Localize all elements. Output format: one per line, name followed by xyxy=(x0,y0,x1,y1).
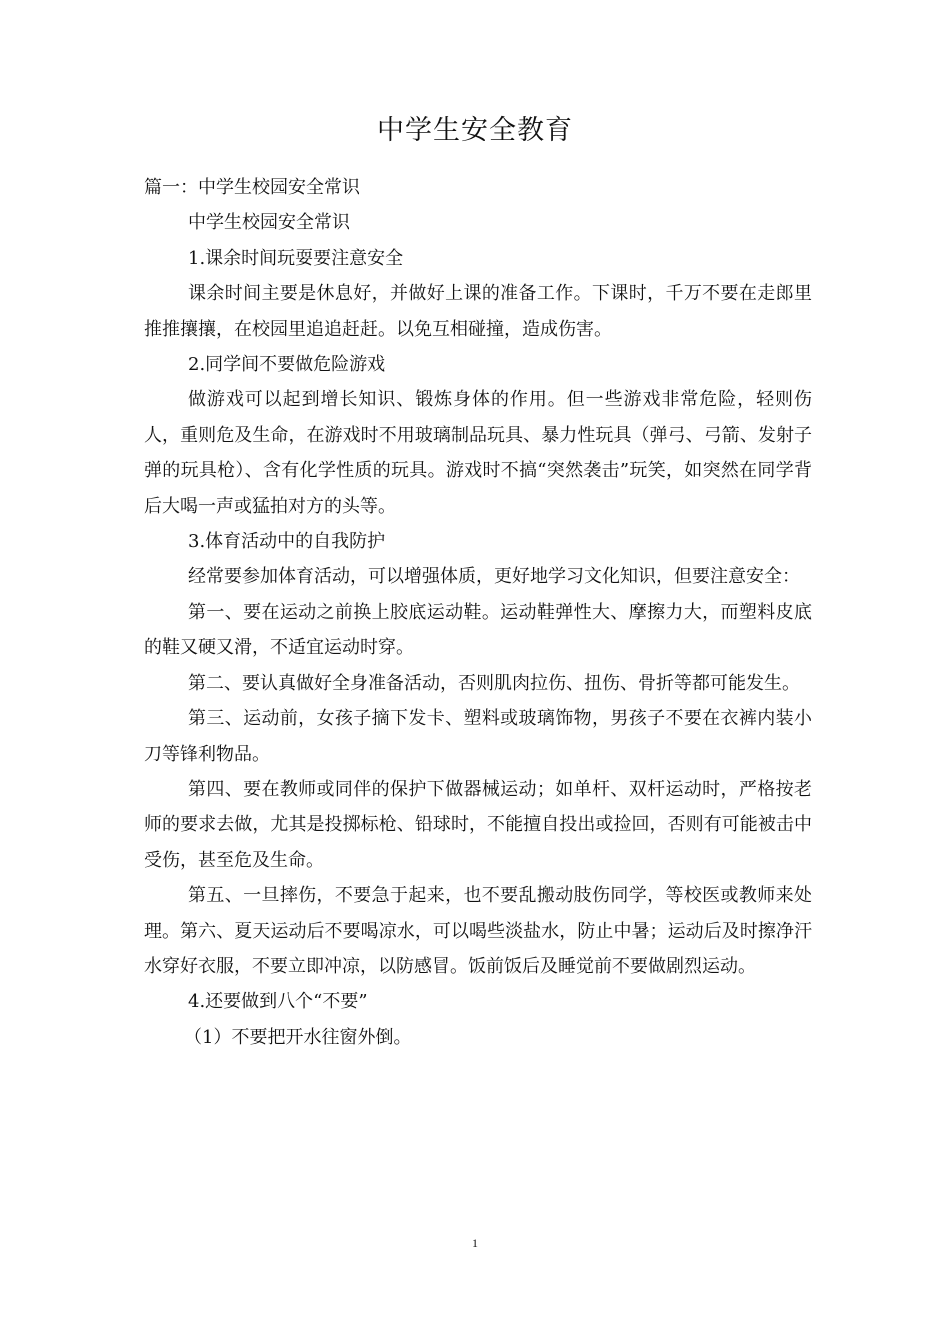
document-title: 中学生安全教育 xyxy=(377,115,573,146)
document-body xyxy=(144,170,812,1055)
page-number: 1 xyxy=(472,1236,478,1250)
item-heading: 4.还要做到八个“不要” xyxy=(188,991,368,1013)
paragraph: 第二、要认真做好全身准备活动，否则肌肉拉伤、扭伤、骨折等都可能发生。 xyxy=(188,672,800,694)
paragraph: 第三、运动前，女孩子摘下发卡、塑料或玻璃饰物，男孩子不要在衣裤内装小刀等锋利物品。 xyxy=(144,708,812,765)
section-heading: 篇一：中学生校园安全常识 xyxy=(144,177,360,198)
item-heading: 3.体育活动中的自我防护 xyxy=(188,531,386,553)
list-item: （1）不要把开水往窗外倒。 xyxy=(184,1026,412,1048)
item-heading: 2.同学间不要做危险游戏 xyxy=(188,354,386,376)
paragraph: 做游戏可以起到增长知识、锻炼身体的作用。但一些游戏非常危险，轻则伤人，重则危及生命，在游戏时不用玻璃制品玩具、暴力性玩具（弹弓、弓箭、发射子弹的玩具枪）、含有化学性质的玩具。游戏时不搞“突然袭击”玩笑，如突然在同学背后大喝一声或猛拍对方的头等。 xyxy=(144,389,812,517)
paragraph: 第五、一旦摔伤，不要急于起来，也不要乱搬动肢伤同学，等校医或教师来处理。第六、夏天运动后不要喝凉水，可以喝些淡盐水，防止中暑；运动后及时擦净汗水穿好衣服，不要立即冲凉，以防感冒。饭前饭后及睡觉前不要做剧烈运动。 xyxy=(144,885,812,977)
paragraph: 课余时间主要是休息好，并做好上课的准备工作。下课时，千万不要在走郎里推推攘攘，在校园里追追赶赶。以免互相碰撞，造成伤害。 xyxy=(144,283,812,340)
paragraph: 第四、要在教师或同伴的保护下做器械运动；如单杆、双杆运动时，严格按老师的要求去做，尤其是投掷标枪、铅球时，不能擅自投出或捡回，否则有可能被击中受伤，甚至危及生命。 xyxy=(144,778,812,871)
paragraph: 第一、要在运动之前换上胶底运动鞋。运动鞋弹性大、摩擦力大，而塑料皮底的鞋又硬又滑，不适宜运动时穿。 xyxy=(144,601,812,659)
item-heading: 1.课余时间玩耍要注意安全 xyxy=(188,247,404,269)
subtitle: 中学生校园安全常识 xyxy=(188,212,350,234)
paragraph: 经常要参加体育活动，可以增强体质，更好地学习文化知识，但要注意安全： xyxy=(188,566,800,588)
